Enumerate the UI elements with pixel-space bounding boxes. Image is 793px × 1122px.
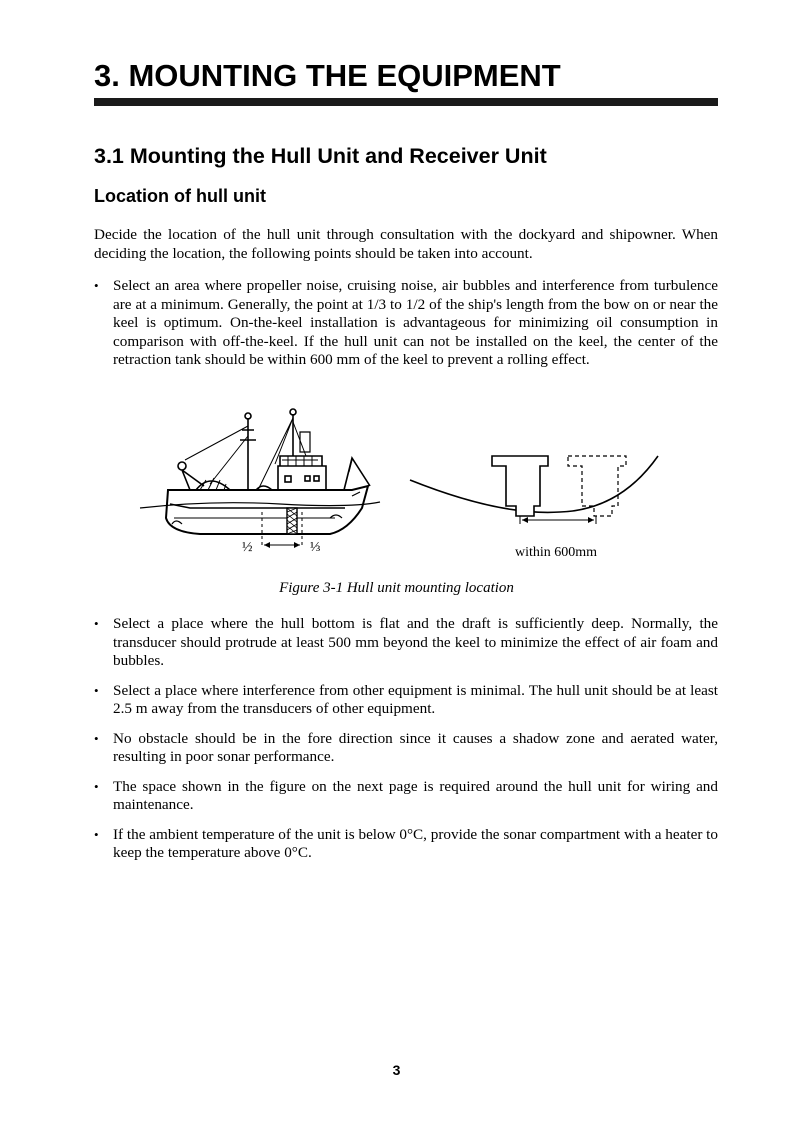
bullet-icon: • [94,278,99,293]
list-item [94,778,718,815]
intro-paragraph: Decide the location of the hull unit through consultation with the dockyard and shipowner. When deciding the location, the following points should be taken into account. [94,226,718,262]
fishing-vessel-illustration [140,409,380,548]
section-title: 3.1 Mounting the Hull Unit and Receiver Unit [94,144,547,168]
subsection-title: Location of hull unit [94,186,266,206]
bullet-icon: • [94,682,99,698]
bullet-list-before-figure [94,277,718,381]
list-item [94,730,718,767]
list-item [94,615,718,671]
bullet-icon: • [94,826,99,842]
list-item [94,277,718,370]
bullet-icon: • [94,778,99,794]
list-item-text: No obstacle should be in the fore direction since it causes a shadow zone and aerated water, resulting in poor sonar performance. [113,729,718,765]
within-600mm-label: within 600mm [515,545,598,560]
list-item-text: If the ambient temperature of the unit is below 0°C, provide the sonar compartment with a heater to keep the temperature above 0°C. [113,825,718,861]
fraction-third-label: ⅓ [310,540,321,555]
hull-cross-section-illustration [410,456,658,524]
list-item [94,826,718,863]
list-item [94,682,718,719]
bullet-icon: • [94,730,99,746]
hull-unit-location-figure [130,400,670,570]
list-item-text: Select a place where interference from other equipment is minimal. The hull unit should be at least 2.5 m away from the transducers of other equipment. [113,681,718,717]
chapter-title: 3. MOUNTING THE EQUIPMENT [94,58,561,93]
list-item-text: Select an area where propeller noise, cruising noise, air bubbles and interference from turbulence are at a minimum. Generally, the point at 1/3 to 1/2 of the ship's length from the bow on or near the keel is optimum. On-the-keel installation is advantageous for minimizing oil consumption in comparison with off-the-keel. If the hull unit can not be installed on the keel, the center of the retraction tank should be within 600 mm of the keel to prevent a rolling effect. [113,277,718,368]
bullet-icon: • [94,616,99,631]
list-item-text: The space shown in the figure on the next page is required around the hull unit for wiring and maintenance. [113,777,718,813]
page-number: 3 [392,1062,401,1078]
figure-caption: Figure 3-1 Hull unit mounting location [279,580,514,596]
fraction-half-label: ½ [242,540,253,555]
chapter-title-rule [94,98,718,106]
bullet-list-after-figure [94,615,718,874]
list-item-text: Select a place where the hull bottom is flat and the draft is sufficiently deep. Normally, the transducer should protrude at least 500 mm beyond the keel to minimize the effect of air foam and bubbles. [113,615,718,669]
